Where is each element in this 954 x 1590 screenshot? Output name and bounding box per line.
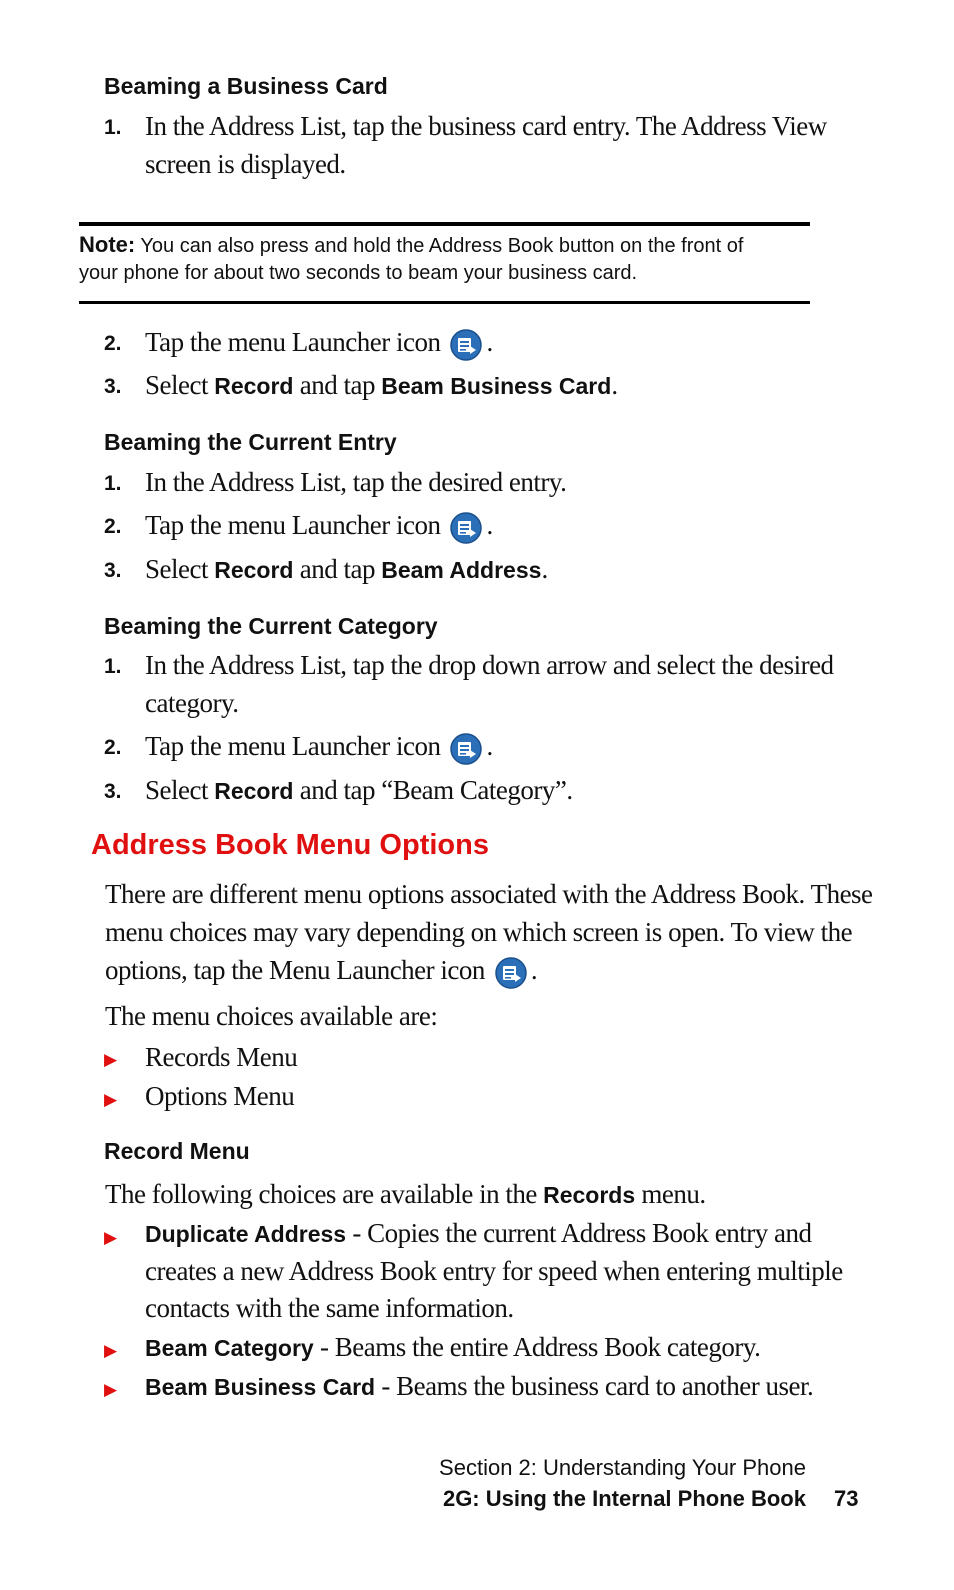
paragraph-text: options, tap the Menu Launcher icon (105, 955, 485, 985)
list-item (145, 1215, 843, 1327)
bullet-arrow-icon: ▶ (104, 1341, 118, 1361)
step-text-main: Tap the menu Launcher icon (145, 327, 441, 357)
heading-beaming-current-entry: Beaming the Current Entry (104, 429, 397, 455)
step-text (145, 366, 618, 405)
note-top-rule (79, 222, 810, 226)
step-text-part: Select (145, 775, 215, 805)
step-text-line: screen is displayed. (145, 149, 346, 179)
step-text-part: . (541, 554, 548, 584)
step-text-end: . (486, 731, 493, 761)
note-box (79, 231, 743, 287)
step-number: 3. (104, 375, 122, 398)
step-term-beam-business-card: Beam Business Card (381, 373, 612, 399)
record-menu-intro (105, 1175, 706, 1214)
term-duplicate-address: Duplicate Address (145, 1221, 347, 1247)
step-text-part: . (611, 370, 618, 400)
menu-launcher-icon (450, 512, 482, 544)
item-text: - Beams the entire Address Book category. (313, 1332, 761, 1362)
item-text-line: contacts with the same information. (145, 1293, 514, 1323)
term-beam-business-card: Beam Business Card (145, 1374, 376, 1400)
step-term-beam-address: Beam Address (381, 557, 542, 583)
step-text-line: category. (145, 688, 239, 718)
note-label: Note: (79, 232, 136, 257)
step-text-main: Tap the menu Launcher icon (145, 731, 441, 761)
footer-section: Section 2: Understanding Your Phone (439, 1455, 806, 1480)
menu-launcher-icon (495, 957, 527, 989)
note-text-line: You can also press and hold the Address Book button on the front of (140, 235, 744, 257)
step-text (145, 550, 548, 589)
step-number: 1. (104, 655, 122, 678)
bullet-arrow-icon: ▶ (104, 1050, 118, 1070)
step-text-part: and tap (293, 554, 382, 584)
step-number: 1. (104, 116, 122, 139)
heading-record-menu: Record Menu (104, 1138, 250, 1164)
step-text (145, 107, 827, 183)
step-number: 1. (104, 472, 122, 495)
step-text (145, 646, 834, 722)
list-item: Options Menu (145, 1081, 295, 1111)
note-bottom-rule (79, 301, 810, 304)
intro-text: The following choices are available in the (105, 1179, 544, 1209)
step-text-end: . (486, 327, 493, 357)
paragraph-end: . (530, 955, 538, 985)
step-text: In the Address List, tap the desired entry. (145, 467, 567, 497)
menu-launcher-icon (450, 733, 482, 765)
page-number: 73 (834, 1486, 859, 1511)
step-term-record: Record (214, 778, 294, 804)
step-text (145, 506, 493, 544)
menu-options-paragraph (105, 875, 873, 989)
section-title: Address Book Menu Options (91, 829, 489, 861)
item-text-line: creates a new Address Book entry for speed when entering multiple (145, 1256, 843, 1286)
step-text (145, 323, 493, 361)
step-term-record: Record (214, 373, 294, 399)
heading-beaming-business-card: Beaming a Business Card (104, 73, 388, 99)
step-text (145, 727, 493, 765)
bullet-arrow-icon: ▶ (104, 1228, 118, 1248)
step-text-line: In the Address List, tap the drop down arrow and select the desired (145, 650, 834, 680)
step-text-part: and tap (293, 370, 382, 400)
note-text-line: your phone for about two seconds to beam your business card. (79, 262, 638, 284)
paragraph-line: There are different menu options associated with the Address Book. These (105, 879, 873, 909)
step-number: 3. (104, 559, 122, 582)
step-number: 2. (104, 515, 122, 538)
step-text-line: In the Address List, tap the business card entry. The Address View (145, 111, 827, 141)
paragraph-line (105, 951, 873, 989)
list-item: Records Menu (145, 1042, 298, 1072)
menu-choices-intro: The menu choices available are: (105, 1001, 438, 1031)
step-text (145, 771, 573, 810)
step-number: 2. (104, 736, 122, 759)
step-number: 3. (104, 780, 122, 803)
heading-beaming-current-category: Beaming the Current Category (104, 613, 438, 639)
bullet-arrow-icon: ▶ (104, 1090, 118, 1110)
intro-text: menu. (635, 1179, 706, 1209)
item-text: - Beams the business card to another user. (375, 1371, 814, 1401)
term-beam-category: Beam Category (145, 1335, 314, 1361)
list-item (145, 1328, 760, 1367)
item-text: - Copies the current Address Book entry and (346, 1218, 812, 1248)
step-text-end: . (486, 510, 493, 540)
step-text-part: and tap “Beam Category”. (293, 775, 573, 805)
bullet-arrow-icon: ▶ (104, 1380, 118, 1400)
step-term-record: Record (214, 557, 294, 583)
menu-launcher-icon (450, 329, 482, 361)
step-text-part: Select (145, 370, 215, 400)
footer-chapter: 2G: Using the Internal Phone Book (442, 1486, 806, 1511)
step-text-part: Select (145, 554, 215, 584)
step-text-main: Tap the menu Launcher icon (145, 510, 441, 540)
intro-term-records: Records (543, 1182, 636, 1208)
paragraph-line: menu choices may vary depending on which screen is open. To view the (105, 917, 853, 947)
step-number: 2. (104, 332, 122, 355)
list-item (145, 1367, 813, 1406)
